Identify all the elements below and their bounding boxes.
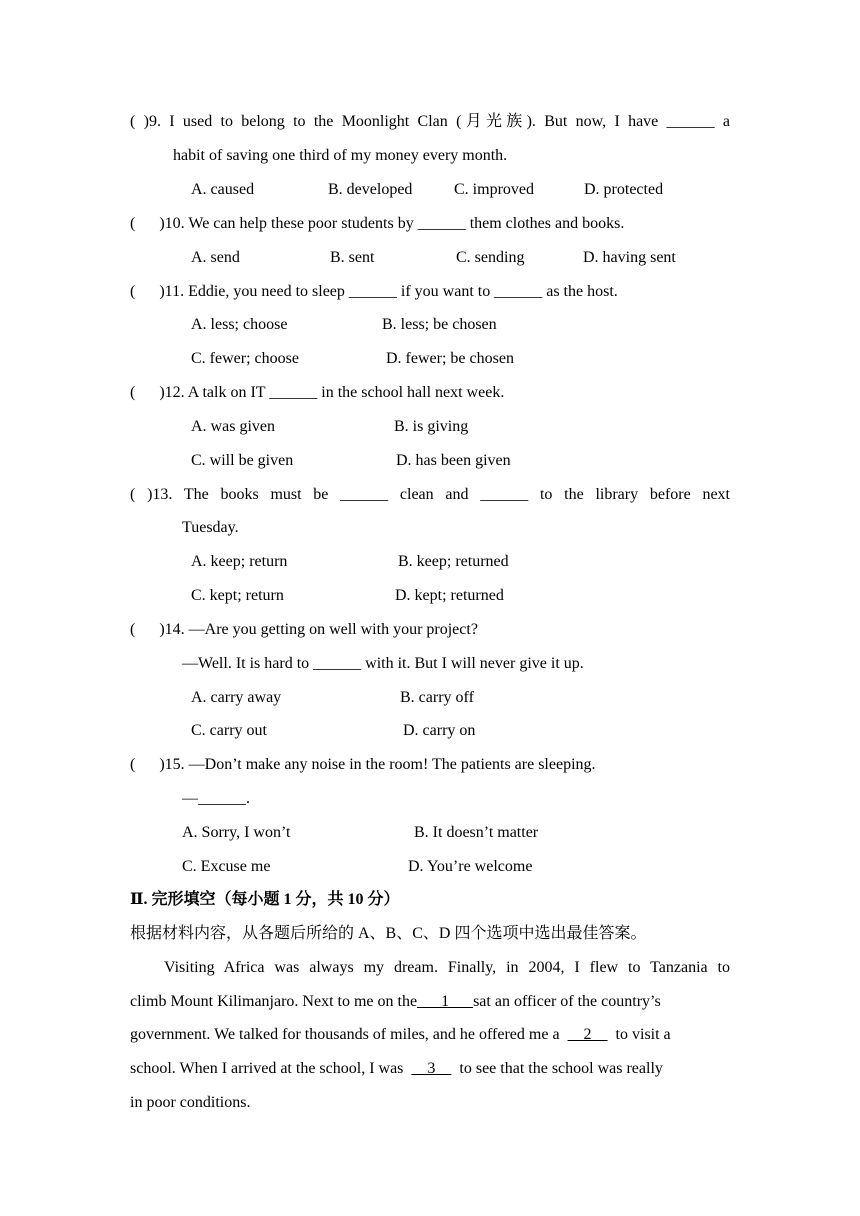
question-14-option-b: B. carry off: [400, 689, 474, 706]
question-14-stem: ( )14. —Are you getting on well with your project?: [130, 621, 478, 638]
passage-text: climb Mount Kilimanjaro. Next to me on the: [130, 993, 418, 1010]
cloze-blank-3: 3: [411, 1060, 452, 1077]
question-9-stem: ( )9. I used to belong to the Moonlight Clan (月光族). But now, I have ______ a: [130, 113, 730, 130]
passage-line: [130, 992, 661, 1012]
section-heading: Ⅱ. 完形填空（每小题 1 分，共 10 分）: [130, 891, 400, 908]
question-9-option-c: C. improved: [454, 181, 534, 198]
passage-text: school. When I arrived at the school, I was: [130, 1060, 412, 1077]
question-11-option-c: C. fewer; choose: [191, 350, 299, 367]
question-10-option-d: D. having sent: [583, 249, 676, 266]
question-12-option-a: A. was given: [191, 418, 275, 435]
passage-text: to visit a: [607, 1026, 671, 1043]
question-11-stem: ( )11. Eddie, you need to sleep ______ if you want to ______ as the host.: [130, 283, 618, 300]
question-11-option-a: A. less; choose: [191, 316, 288, 333]
question-10-option-a: A. send: [191, 249, 240, 266]
question-11-option-d: D. fewer; be chosen: [386, 350, 514, 367]
question-13-stem-continued: Tuesday.: [182, 519, 239, 536]
cloze-blank-1: 1: [417, 993, 474, 1010]
question-14-reply: —Well. It is hard to ______ with it. But I will never give it up.: [182, 655, 584, 672]
passage-line: Visiting Africa was always my dream. Finally, in 2004, I flew to Tanzania to: [164, 959, 730, 976]
question-10-stem: ( )10. We can help these poor students by ______ them clothes and books.: [130, 215, 625, 232]
cloze-blank-2: 2: [567, 1026, 608, 1043]
question-15-option-b: B. It doesn’t matter: [414, 824, 539, 841]
passage-text: to see that the school was really: [451, 1060, 663, 1077]
question-9-option-d: D. protected: [584, 181, 664, 198]
question-12-option-c: C. will be given: [191, 452, 294, 469]
passage-line: [130, 1059, 663, 1079]
passage-text: sat an officer of the country’s: [473, 993, 661, 1010]
question-9-option-a: A. caused: [191, 181, 255, 198]
question-15-option-a: A. Sorry, I won’t: [182, 824, 291, 841]
section-instruction: 根据材料内容，从各题后所给的 A、B、C、D 四个选项中选出最佳答案。: [130, 925, 647, 942]
question-13-option-d: D. kept; returned: [395, 587, 504, 604]
question-11-option-b: B. less; be chosen: [382, 316, 497, 333]
passage-text: government. We talked for thousands of miles, and he offered me a: [130, 1026, 568, 1043]
passage-line: [130, 1025, 671, 1045]
question-12-stem: ( )12. A talk on IT ______ in the school hall next week.: [130, 384, 505, 401]
question-15-stem: ( )15. —Don’t make any noise in the room! The patients are sleeping.: [130, 756, 596, 773]
question-15-option-c: C. Excuse me: [182, 858, 271, 875]
passage-line: in poor conditions.: [130, 1094, 251, 1111]
question-13-stem: ( )13. The books must be ______ clean and ______ to the library before next: [130, 486, 730, 503]
question-10-option-b: B. sent: [330, 249, 375, 266]
question-13-option-a: A. keep; return: [191, 553, 288, 570]
question-13-option-b: B. keep; returned: [398, 553, 509, 570]
question-15-option-d: D. You’re welcome: [408, 858, 533, 875]
question-9-option-b: B. developed: [328, 181, 413, 198]
question-10-option-c: C. sending: [456, 249, 525, 266]
question-15-reply: —______.: [182, 790, 250, 807]
question-14-option-c: C. carry out: [191, 722, 267, 739]
question-14-option-d: D. carry on: [403, 722, 476, 739]
question-12-option-d: D. has been given: [396, 452, 511, 469]
question-13-option-c: C. kept; return: [191, 587, 284, 604]
question-14-option-a: A. carry away: [191, 689, 282, 706]
question-9-stem-continued: habit of saving one third of my money every month.: [173, 147, 508, 164]
question-12-option-b: B. is giving: [394, 418, 469, 435]
